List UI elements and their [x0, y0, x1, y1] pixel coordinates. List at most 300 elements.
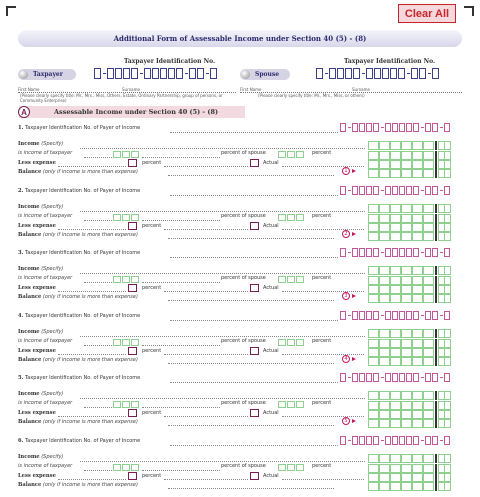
satang-cell[interactable] — [438, 357, 451, 366]
amount-cell[interactable] — [412, 339, 423, 348]
amount-cell[interactable] — [368, 329, 379, 338]
amount-cell[interactable] — [390, 266, 401, 275]
payer-tin-digit-box[interactable] — [340, 436, 346, 445]
amount-cell[interactable] — [423, 473, 434, 482]
amount-cell[interactable] — [401, 339, 412, 348]
amount-cell[interactable] — [401, 169, 412, 178]
amount-cell[interactable] — [368, 232, 379, 241]
tin-digit-box[interactable] — [144, 68, 151, 79]
amount-cell[interactable] — [368, 214, 379, 223]
payer-tin-digit-box[interactable] — [425, 311, 431, 320]
amount-cell[interactable] — [412, 329, 423, 338]
amount-cell[interactable] — [379, 329, 390, 338]
amount-cell[interactable] — [412, 294, 423, 303]
payer-tin-digit-box[interactable] — [413, 436, 419, 445]
amount-cell[interactable] — [390, 294, 401, 303]
payer-tin-digit-box[interactable] — [413, 248, 419, 257]
amount-cell[interactable] — [412, 482, 423, 491]
amount-cell[interactable] — [423, 276, 434, 285]
tin-digit-box[interactable] — [329, 68, 336, 79]
amount-cell[interactable] — [423, 151, 434, 160]
payer-tin-digit-box[interactable] — [399, 436, 405, 445]
amount-cell[interactable] — [379, 419, 390, 428]
satang-cell[interactable] — [438, 160, 451, 169]
payer-tin-digit-box[interactable] — [385, 123, 391, 132]
payer-tin-digit-box[interactable] — [359, 123, 365, 132]
amount-cell[interactable] — [368, 204, 379, 213]
amount-cell[interactable] — [401, 151, 412, 160]
tin-digit-box[interactable] — [353, 68, 360, 79]
amount-cell[interactable] — [390, 391, 401, 400]
amount-cell[interactable] — [423, 214, 434, 223]
amount-cell[interactable] — [379, 204, 390, 213]
actual-expense-checkbox[interactable] — [250, 222, 259, 230]
tin-digit-box[interactable] — [374, 68, 381, 79]
payer-tin-digit-box[interactable] — [406, 373, 412, 382]
amount-cell[interactable] — [368, 169, 379, 178]
satang-cell[interactable] — [438, 339, 451, 348]
amount-cell[interactable] — [368, 473, 379, 482]
payer-tin-digit-box[interactable] — [413, 373, 419, 382]
amount-cell[interactable] — [390, 419, 401, 428]
payer-tin-digit-box[interactable] — [406, 186, 412, 195]
payer-tin-digit-box[interactable] — [359, 436, 365, 445]
spouse-percent-input[interactable] — [278, 464, 305, 471]
satang-cell[interactable] — [438, 473, 451, 482]
payer-tin-digit-box[interactable] — [444, 123, 450, 132]
payer-tin-digit-box[interactable] — [352, 248, 358, 257]
satang-cell[interactable] — [438, 329, 451, 338]
taxpayer-radio-icon[interactable] — [19, 70, 28, 79]
payer-tin-digit-box[interactable] — [432, 186, 438, 195]
amount-cell[interactable] — [412, 232, 423, 241]
payer-tin-digit-box[interactable] — [392, 186, 398, 195]
percent-expense-checkbox[interactable] — [128, 284, 137, 292]
amount-cell[interactable] — [412, 266, 423, 275]
payer-tin-digit-box[interactable] — [392, 436, 398, 445]
amount-cell[interactable] — [401, 410, 412, 419]
amount-cell[interactable] — [379, 266, 390, 275]
payer-tin-digit-box[interactable] — [385, 186, 391, 195]
payer-tin-digit-box[interactable] — [399, 373, 405, 382]
payer-tin-digit-box[interactable] — [385, 311, 391, 320]
amount-cell[interactable] — [379, 357, 390, 366]
amount-cell[interactable] — [401, 464, 412, 473]
amount-cell[interactable] — [423, 232, 434, 241]
amount-cell[interactable] — [412, 357, 423, 366]
amount-cell[interactable] — [401, 454, 412, 463]
amount-cell[interactable] — [401, 204, 412, 213]
payer-tin-digit-box[interactable] — [352, 123, 358, 132]
amount-cell[interactable] — [401, 482, 412, 491]
income-specify-field[interactable] — [80, 273, 365, 274]
amount-cell[interactable] — [390, 401, 401, 410]
amount-cell[interactable] — [423, 391, 434, 400]
amount-cell[interactable] — [390, 169, 401, 178]
amount-cell[interactable] — [379, 169, 390, 178]
spouse-tin-input[interactable] — [316, 68, 440, 79]
amount-cell[interactable] — [390, 141, 401, 150]
amount-cell[interactable] — [368, 285, 379, 294]
amount-cell[interactable] — [401, 285, 412, 294]
amount-cell[interactable] — [368, 357, 379, 366]
payer-tin-digit-box[interactable] — [373, 436, 379, 445]
payer-tin-digit-box[interactable] — [406, 123, 412, 132]
payer-tin-digit-box[interactable] — [406, 436, 412, 445]
payer-tin-digit-box[interactable] — [340, 373, 346, 382]
tin-digit-box[interactable] — [337, 68, 344, 79]
amount-cell[interactable] — [368, 348, 379, 357]
payer-tin-digit-box[interactable] — [352, 373, 358, 382]
amount-cell[interactable] — [401, 419, 412, 428]
percent-expense-checkbox[interactable] — [128, 409, 137, 417]
amount-cell[interactable] — [390, 329, 401, 338]
amount-cell[interactable] — [368, 151, 379, 160]
actual-expense-checkbox[interactable] — [250, 472, 259, 480]
amount-cell[interactable] — [412, 169, 423, 178]
satang-cell[interactable] — [438, 214, 451, 223]
amount-cell[interactable] — [401, 329, 412, 338]
tin-digit-box[interactable] — [366, 68, 373, 79]
amount-cell[interactable] — [390, 357, 401, 366]
amount-cell[interactable] — [423, 160, 434, 169]
income-specify-field[interactable] — [80, 398, 365, 399]
tin-digit-box[interactable] — [210, 68, 217, 79]
amount-cell[interactable] — [379, 410, 390, 419]
amount-cell[interactable] — [401, 401, 412, 410]
amount-cell[interactable] — [412, 160, 423, 169]
amount-cell[interactable] — [390, 482, 401, 491]
amount-cell[interactable] — [368, 419, 379, 428]
payer-tin-digit-box[interactable] — [432, 248, 438, 257]
payer-tin-digit-box[interactable] — [425, 248, 431, 257]
payer-tin-digit-box[interactable] — [373, 311, 379, 320]
amount-cell[interactable] — [401, 214, 412, 223]
payer-tin-digit-box[interactable] — [359, 311, 365, 320]
amount-cell[interactable] — [379, 151, 390, 160]
taxpayer-tin-input[interactable] — [94, 68, 218, 79]
amount-cell[interactable] — [368, 454, 379, 463]
amount-cell[interactable] — [368, 464, 379, 473]
amount-cell[interactable] — [412, 276, 423, 285]
amount-cell[interactable] — [423, 410, 434, 419]
amount-cell[interactable] — [401, 232, 412, 241]
clear-all-button[interactable]: Clear All — [398, 4, 456, 23]
payer-tin-digit-box[interactable] — [340, 311, 346, 320]
amount-cell[interactable] — [368, 401, 379, 410]
amount-cell[interactable] — [379, 464, 390, 473]
amount-cell[interactable] — [412, 204, 423, 213]
amount-cell[interactable] — [423, 482, 434, 491]
tin-digit-box[interactable] — [398, 68, 405, 79]
actual-expense-checkbox[interactable] — [250, 347, 259, 355]
amount-cell[interactable] — [368, 294, 379, 303]
amount-cell[interactable] — [368, 266, 379, 275]
payer-tin-digit-box[interactable] — [425, 123, 431, 132]
tin-digit-box[interactable] — [123, 68, 130, 79]
taxpayer-percent-input[interactable] — [113, 339, 140, 346]
amount-cell[interactable] — [368, 141, 379, 150]
income-specify-field[interactable] — [80, 336, 365, 337]
spouse-percent-input[interactable] — [278, 401, 305, 408]
amount-cell[interactable] — [390, 160, 401, 169]
tin-digit-box[interactable] — [419, 68, 426, 79]
payer-tin-digit-box[interactable] — [340, 248, 346, 257]
amount-cell[interactable] — [390, 285, 401, 294]
taxpayer-percent-input[interactable] — [113, 214, 140, 221]
amount-cell[interactable] — [423, 339, 434, 348]
amount-cell[interactable] — [412, 454, 423, 463]
satang-cell[interactable] — [438, 482, 451, 491]
tin-digit-box[interactable] — [390, 68, 397, 79]
amount-cell[interactable] — [379, 214, 390, 223]
payer-tin-digit-box[interactable] — [399, 186, 405, 195]
amount-cell[interactable] — [401, 266, 412, 275]
satang-cell[interactable] — [438, 232, 451, 241]
payer-tin-digit-box[interactable] — [366, 123, 372, 132]
amount-cell[interactable] — [412, 151, 423, 160]
amount-cell[interactable] — [368, 339, 379, 348]
amount-cell[interactable] — [412, 348, 423, 357]
payer-tin-digit-box[interactable] — [373, 123, 379, 132]
payer-tin-digit-box[interactable] — [352, 186, 358, 195]
amount-cell[interactable] — [412, 410, 423, 419]
amount-cell[interactable] — [412, 419, 423, 428]
amount-cell[interactable] — [423, 329, 434, 338]
tin-digit-box[interactable] — [168, 68, 175, 79]
income-specify-field[interactable] — [80, 148, 365, 149]
tin-digit-box[interactable] — [189, 68, 196, 79]
satang-cell[interactable] — [438, 151, 451, 160]
percent-expense-checkbox[interactable] — [128, 472, 137, 480]
spouse-percent-input[interactable] — [278, 276, 305, 283]
amount-cell[interactable] — [379, 339, 390, 348]
amount-cell[interactable] — [423, 454, 434, 463]
percent-expense-checkbox[interactable] — [128, 347, 137, 355]
amount-cell[interactable] — [412, 141, 423, 150]
payer-tin-digit-box[interactable] — [366, 436, 372, 445]
tin-digit-box[interactable] — [94, 68, 101, 79]
payer-tin-digit-box[interactable] — [425, 373, 431, 382]
amount-cell[interactable] — [379, 276, 390, 285]
amount-cell[interactable] — [390, 473, 401, 482]
payer-tin-digit-box[interactable] — [359, 373, 365, 382]
amount-cell[interactable] — [412, 223, 423, 232]
amount-cell[interactable] — [423, 204, 434, 213]
percent-expense-checkbox[interactable] — [128, 159, 137, 167]
amount-cell[interactable] — [379, 223, 390, 232]
spouse-percent-input[interactable] — [278, 151, 305, 158]
satang-cell[interactable] — [438, 204, 451, 213]
payer-tin-digit-box[interactable] — [366, 186, 372, 195]
payer-tin-digit-box[interactable] — [444, 186, 450, 195]
amount-cell[interactable] — [390, 151, 401, 160]
tin-digit-box[interactable] — [432, 68, 439, 79]
payer-tin-digit-box[interactable] — [425, 436, 431, 445]
percent-expense-checkbox[interactable] — [128, 222, 137, 230]
amount-cell[interactable] — [423, 294, 434, 303]
payer-tin-digit-box[interactable] — [340, 123, 346, 132]
amount-cell[interactable] — [379, 141, 390, 150]
amount-cell[interactable] — [368, 410, 379, 419]
amount-cell[interactable] — [401, 141, 412, 150]
spouse-radio-icon[interactable] — [241, 70, 250, 79]
payer-tin-digit-box[interactable] — [432, 436, 438, 445]
payer-tin-digit-box[interactable] — [392, 123, 398, 132]
payer-tin-digit-box[interactable] — [366, 373, 372, 382]
income-specify-field[interactable] — [80, 461, 365, 462]
amount-cell[interactable] — [401, 357, 412, 366]
payer-tin-digit-box[interactable] — [406, 311, 412, 320]
payer-tin-digit-box[interactable] — [373, 186, 379, 195]
tin-digit-box[interactable] — [411, 68, 418, 79]
payer-tin-digit-box[interactable] — [359, 186, 365, 195]
payer-tin-digit-box[interactable] — [340, 186, 346, 195]
amount-cell[interactable] — [390, 339, 401, 348]
amount-cell[interactable] — [368, 391, 379, 400]
amount-cell[interactable] — [379, 285, 390, 294]
payer-tin-digit-box[interactable] — [432, 123, 438, 132]
amount-cell[interactable] — [379, 482, 390, 491]
amount-cell[interactable] — [368, 482, 379, 491]
payer-tin-digit-box[interactable] — [385, 436, 391, 445]
amount-cell[interactable] — [379, 401, 390, 410]
tin-digit-box[interactable] — [316, 68, 323, 79]
tin-digit-box[interactable] — [107, 68, 114, 79]
amount-cell[interactable] — [423, 419, 434, 428]
amount-cell[interactable] — [401, 348, 412, 357]
payer-tin-digit-box[interactable] — [392, 248, 398, 257]
amount-cell[interactable] — [390, 223, 401, 232]
tin-digit-box[interactable] — [197, 68, 204, 79]
income-specify-field[interactable] — [80, 211, 365, 212]
tin-digit-box[interactable] — [382, 68, 389, 79]
amount-cell[interactable] — [412, 285, 423, 294]
payer-tin-digit-box[interactable] — [352, 436, 358, 445]
payer-tin-digit-box[interactable] — [444, 373, 450, 382]
amount-cell[interactable] — [401, 160, 412, 169]
amount-cell[interactable] — [412, 464, 423, 473]
amount-cell[interactable] — [423, 348, 434, 357]
payer-tin-digit-box[interactable] — [399, 248, 405, 257]
amount-cell[interactable] — [379, 294, 390, 303]
payer-tin-digit-box[interactable] — [413, 311, 419, 320]
amount-cell[interactable] — [379, 391, 390, 400]
payer-tin-digit-box[interactable] — [359, 248, 365, 257]
spouse-percent-input[interactable] — [278, 339, 305, 346]
amount-cell[interactable] — [423, 169, 434, 178]
tin-digit-box[interactable] — [160, 68, 167, 79]
tin-digit-box[interactable] — [131, 68, 138, 79]
amount-cell[interactable] — [423, 285, 434, 294]
payer-tin-digit-box[interactable] — [444, 311, 450, 320]
amount-cell[interactable] — [379, 232, 390, 241]
payer-tin-digit-box[interactable] — [425, 186, 431, 195]
payer-tin-digit-box[interactable] — [413, 123, 419, 132]
payer-tin-digit-box[interactable] — [413, 186, 419, 195]
payer-tin-digit-box[interactable] — [432, 373, 438, 382]
actual-expense-checkbox[interactable] — [250, 159, 259, 167]
amount-cell[interactable] — [412, 214, 423, 223]
amount-cell[interactable] — [379, 454, 390, 463]
payer-tin-digit-box[interactable] — [432, 311, 438, 320]
payer-tin-digit-box[interactable] — [366, 248, 372, 257]
taxpayer-percent-input[interactable] — [113, 401, 140, 408]
amount-cell[interactable] — [423, 223, 434, 232]
satang-cell[interactable] — [438, 266, 451, 275]
amount-cell[interactable] — [423, 464, 434, 473]
payer-tin-digit-box[interactable] — [385, 248, 391, 257]
tin-digit-box[interactable] — [152, 68, 159, 79]
satang-cell[interactable] — [438, 410, 451, 419]
tin-digit-box[interactable] — [176, 68, 183, 79]
satang-cell[interactable] — [438, 223, 451, 232]
amount-cell[interactable] — [390, 214, 401, 223]
amount-cell[interactable] — [368, 160, 379, 169]
amount-cell[interactable] — [390, 232, 401, 241]
tin-digit-box[interactable] — [115, 68, 122, 79]
taxpayer-percent-input[interactable] — [113, 464, 140, 471]
amount-cell[interactable] — [401, 473, 412, 482]
satang-cell[interactable] — [438, 348, 451, 357]
amount-cell[interactable] — [390, 276, 401, 285]
amount-cell[interactable] — [368, 223, 379, 232]
amount-cell[interactable] — [390, 464, 401, 473]
amount-cell[interactable] — [412, 473, 423, 482]
satang-cell[interactable] — [438, 285, 451, 294]
payer-tin-digit-box[interactable] — [399, 123, 405, 132]
payer-tin-digit-box[interactable] — [366, 311, 372, 320]
taxpayer-percent-input[interactable] — [113, 151, 140, 158]
payer-tin-digit-box[interactable] — [406, 248, 412, 257]
payer-tin-digit-box[interactable] — [352, 311, 358, 320]
amount-cell[interactable] — [401, 276, 412, 285]
payer-tin-digit-box[interactable] — [399, 311, 405, 320]
amount-cell[interactable] — [379, 160, 390, 169]
satang-cell[interactable] — [438, 276, 451, 285]
payer-tin-digit-box[interactable] — [392, 311, 398, 320]
satang-cell[interactable] — [438, 401, 451, 410]
satang-cell[interactable] — [438, 294, 451, 303]
payer-tin-digit-box[interactable] — [392, 373, 398, 382]
taxpayer-percent-input[interactable] — [113, 276, 140, 283]
satang-cell[interactable] — [438, 391, 451, 400]
amount-cell[interactable] — [412, 401, 423, 410]
amount-cell[interactable] — [401, 223, 412, 232]
satang-cell[interactable] — [438, 454, 451, 463]
amount-cell[interactable] — [412, 391, 423, 400]
amount-cell[interactable] — [379, 473, 390, 482]
amount-cell[interactable] — [379, 348, 390, 357]
payer-tin-digit-box[interactable] — [444, 436, 450, 445]
amount-cell[interactable] — [390, 410, 401, 419]
amount-cell[interactable] — [423, 266, 434, 275]
amount-cell[interactable] — [423, 141, 434, 150]
amount-cell[interactable] — [423, 357, 434, 366]
amount-cell[interactable] — [423, 401, 434, 410]
amount-cell[interactable] — [390, 348, 401, 357]
payer-tin-digit-box[interactable] — [444, 248, 450, 257]
payer-tin-digit-box[interactable] — [373, 373, 379, 382]
actual-expense-checkbox[interactable] — [250, 284, 259, 292]
spouse-percent-input[interactable] — [278, 214, 305, 221]
satang-cell[interactable] — [438, 169, 451, 178]
tin-digit-box[interactable] — [345, 68, 352, 79]
payer-tin-digit-box[interactable] — [385, 373, 391, 382]
satang-cell[interactable] — [438, 419, 451, 428]
actual-expense-checkbox[interactable] — [250, 409, 259, 417]
amount-cell[interactable] — [401, 391, 412, 400]
